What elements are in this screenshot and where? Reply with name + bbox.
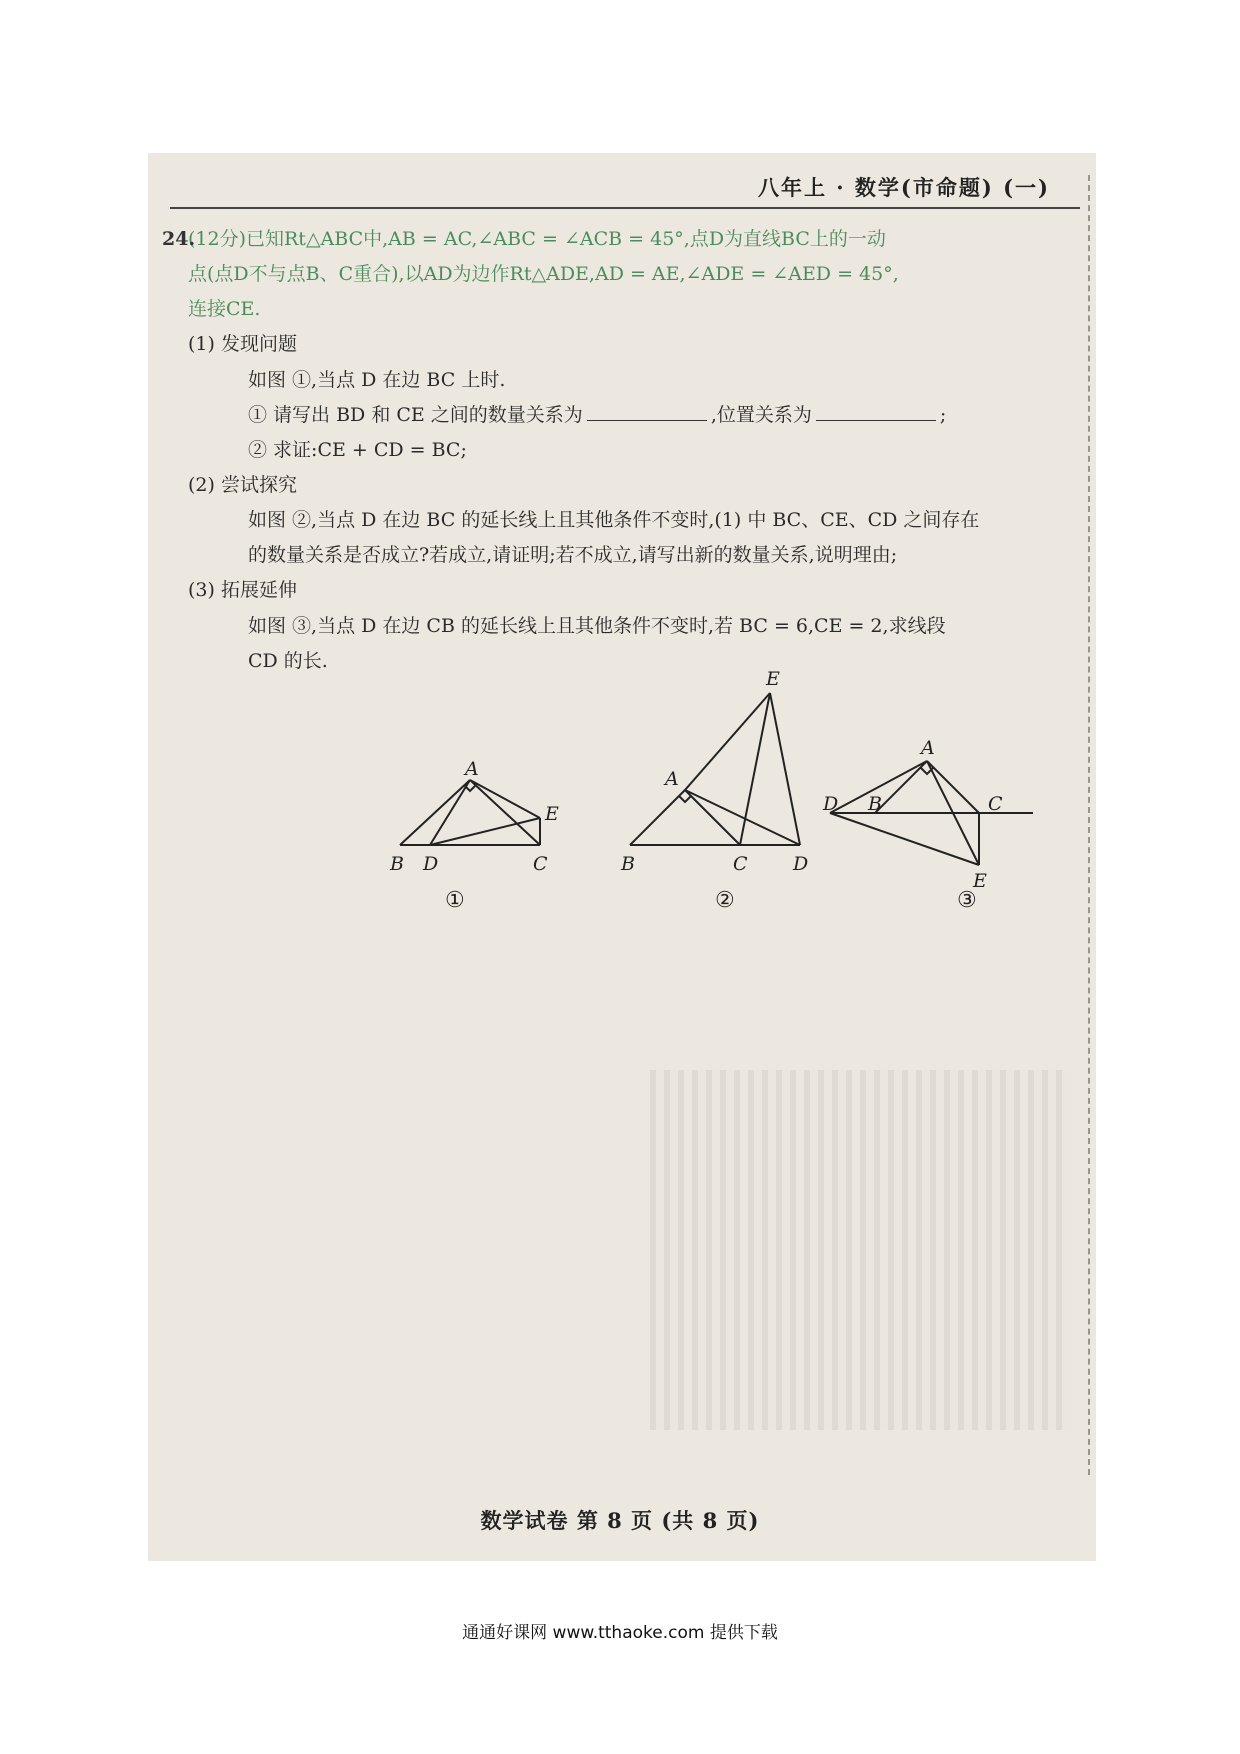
part1-desc: 如图 ①,当点 D 在边 BC 上时. [248, 368, 506, 391]
part3-line: CD 的长. [248, 649, 328, 672]
binding-dashed-line [1088, 175, 1090, 1475]
part1-title: (1) 发现问题 [188, 333, 297, 356]
fig2-point-e: E [766, 668, 780, 690]
fig3-point-b: B [868, 793, 882, 815]
question-intro-line: 点(点D不与点B、C重合),以AD为边作Rt△ADE,AD = AE,∠ADE = ∠AED = 45°, [188, 263, 899, 286]
part1-item2: ② 求证:CE + CD = BC; [248, 438, 467, 461]
fig1-point-c: C [533, 853, 548, 875]
part3-title: (3) 拓展延伸 [188, 579, 297, 602]
fig1-point-d: D [423, 853, 439, 875]
part1-item1-text-a: ① 请写出 BD 和 CE 之间的数量关系为 [248, 403, 583, 426]
fig3-label: ③ [957, 888, 977, 913]
fig2-label: ② [715, 888, 735, 913]
fig1-point-b: B [390, 853, 404, 875]
answer-blank-quantity[interactable] [587, 402, 707, 421]
part1-item1 [188, 398, 1068, 433]
part2-title: (2) 尝试探究 [188, 473, 297, 496]
fig1-point-e: E [545, 803, 559, 825]
fig2-point-b: B [621, 853, 635, 875]
answer-blank-position[interactable] [816, 402, 936, 421]
part3-line: 如图 ③,当点 D 在边 CB 的延长线上且其他条件不变时,若 BC = 6,CE = 2,求线段 [248, 614, 946, 637]
part1-item1-text-c: ; [939, 403, 947, 426]
fig3-point-e: E [973, 870, 987, 892]
question-number: 24. [162, 228, 196, 250]
fig2-point-a: A [665, 768, 679, 790]
geometry-figures [385, 665, 1085, 925]
fig2-point-d: D [793, 853, 809, 875]
figure-2 [630, 693, 800, 845]
fig3-point-d: D [823, 793, 839, 815]
fig1-point-a: A [465, 758, 479, 780]
fig3-point-a: A [921, 737, 935, 759]
fig1-label: ① [445, 888, 465, 913]
question-intro-line: (12分)已知Rt△ABC中,AB = AC,∠ABC = ∠ACB = 45°,点D为直线BC上的一动 [188, 228, 886, 250]
part1-item1-text-b: ,位置关系为 [710, 403, 812, 426]
figures-row [385, 665, 1085, 925]
question-intro-line: 连接CE. [188, 298, 261, 321]
part2-line: 如图 ②,当点 D 在边 BC 的延长线上且其他条件不变时,(1) 中 BC、CE、CD 之间存在 [248, 509, 980, 532]
fig3-point-c: C [988, 793, 1003, 815]
download-credit: 通通好课网 www.tthaoke.com 提供下载 [462, 1623, 778, 1643]
bleed-through-noise [650, 1070, 1070, 1430]
figure-1 [400, 780, 540, 845]
question-24 [162, 222, 1068, 679]
page-header: 八年上 · 数学(市命题) (一) [758, 175, 1050, 200]
page-footer: 数学试卷 第 8 页 (共 8 页) [480, 1508, 760, 1533]
fig2-point-c: C [733, 853, 748, 875]
figure-3 [830, 761, 1033, 865]
part2-line: 的数量关系是否成立?若成立,请证明;若不成立,请写出新的数量关系,说明理由; [248, 544, 898, 567]
header-rule [170, 207, 1080, 209]
